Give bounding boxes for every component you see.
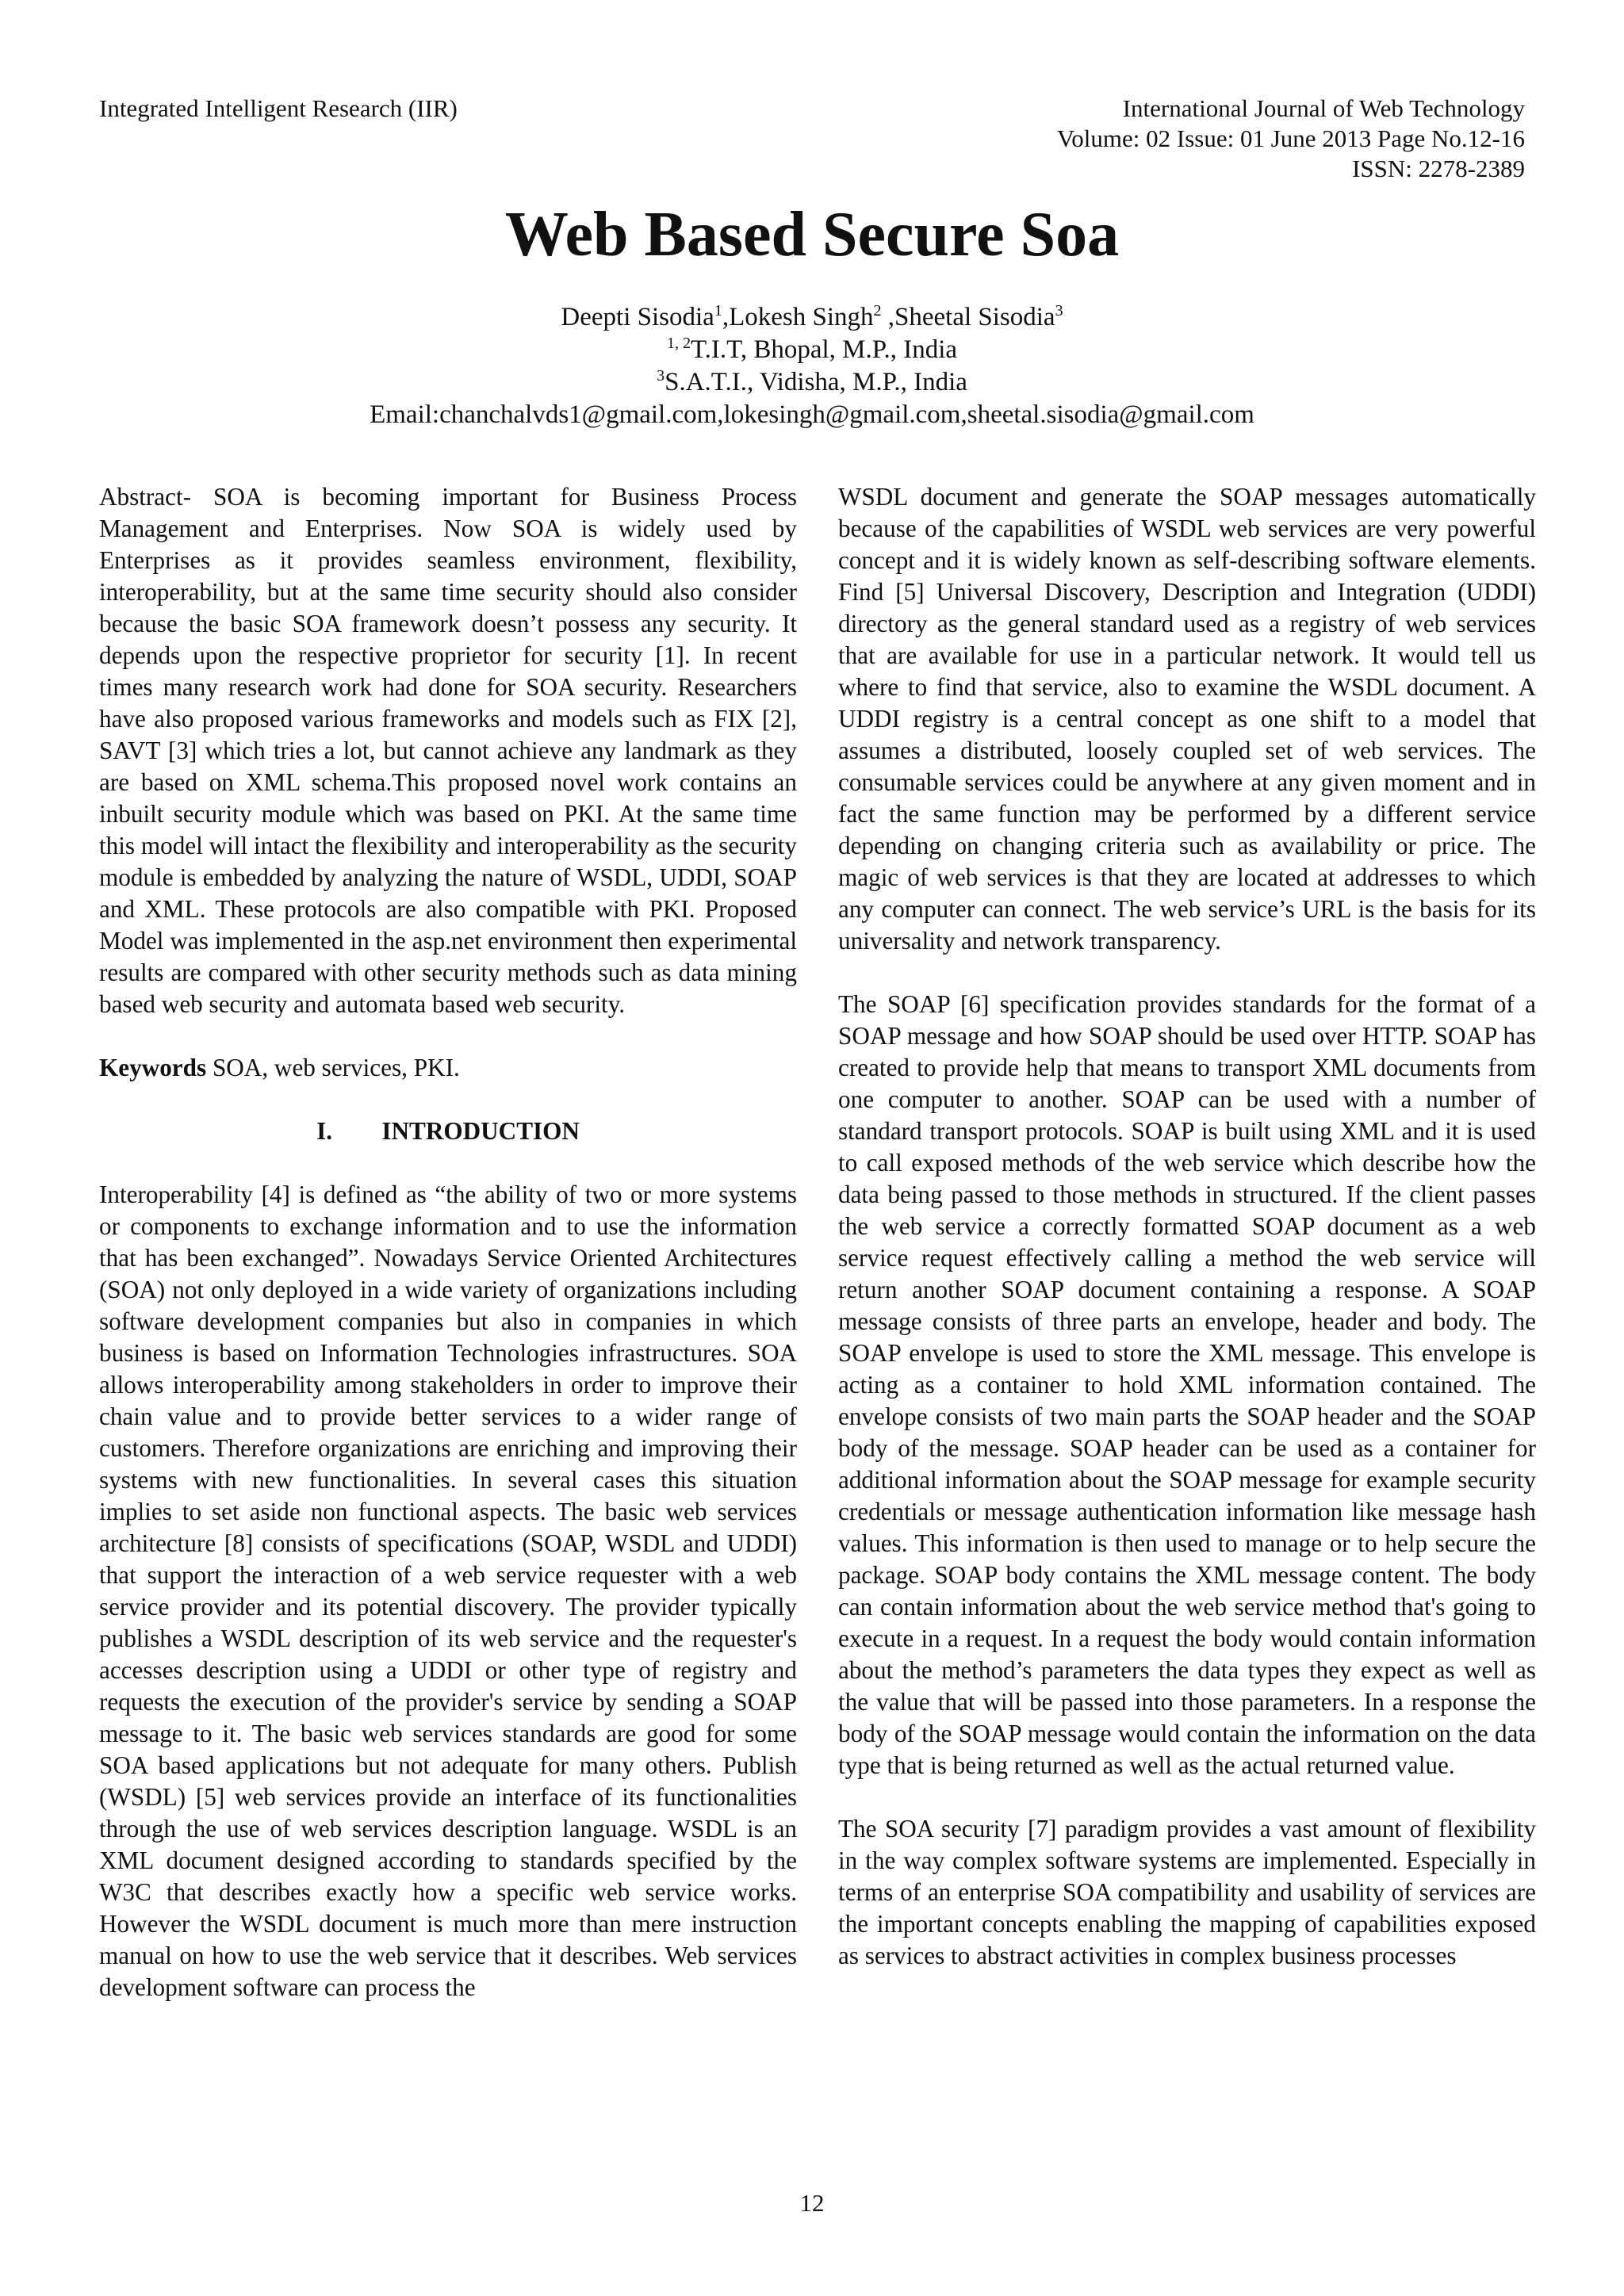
journal-info xyxy=(1057,94,1525,184)
abstract: Abstract- SOA is becoming important for Business Process Management and Enterprises. Now SOA is widely used by Enterprises as it provides seamless environment, flexibility, interoperability, but at the same time security should also consider because the basic SOA framework doesn’t possess any security. It depends upon the respective proprietor for security [1]. In recent times many research work had done for SOA security. Researchers have also proposed various frameworks and models such as FIX [2], SAVT [3] which tries a lot, but cannot achieve any landmark as they are based on XML schema.This proposed novel work contains an inbuilt security module which was based on PKI. At the same time this model will intact the flexibility and interoperability as the security module is embedded by analyzing the nature of WSDL, UDDI, SOAP and XML. These protocols are also compatible with PKI. Proposed Model was implemented in the asp.net environment then experimental results are compared with other security methods such as data mining based web security and automata based web security. xyxy=(99,483,797,1018)
affiliation-1-sup: 1, 2 xyxy=(666,335,691,352)
author-3: ,Sheetal Sisodia xyxy=(881,303,1055,331)
keywords xyxy=(99,1052,797,1084)
author-2: ,Lokesh Singh xyxy=(722,303,874,331)
author-3-sup: 3 xyxy=(1055,302,1063,320)
left-column xyxy=(99,481,797,2003)
journal-volume: Volume: 02 Issue: 01 June 2013 Page No.12-16 xyxy=(1056,124,1525,152)
page-number: 12 xyxy=(799,2189,825,2217)
wsdl-uddi-paragraph: WSDL document and generate the SOAP messages automatically because of the capabilities of WSDL web services are very powerful concept and it is widely known as self-describing software elements. Find [5] Universal Discovery, Description and Integration (UDDI) directory as the general standard used as a registry of web services that are available for use in a particular network. It would tell us where to find that service, also to examine the WSDL document. A UDDI registry is a central concept as one shift to a model that assumes a distributed, loosely coupled set of web services. The consumable services could be anywhere at any given moment and in fact the same function may be performed by a different service depending on changing criteria such as availability or price. The magic of web services is that they are located at addresses to which any computer can connect. The web service’s URL is the basis for its universality and network transparency. xyxy=(838,483,1536,955)
paper-title: Web Based Secure Soa xyxy=(504,200,1120,270)
right-column xyxy=(838,481,1536,1972)
journal-publisher: Integrated Intelligent Research (IIR) xyxy=(99,94,458,122)
soa-security-paragraph: The SOA security [7] paradigm provides a vast amount of flexibility in the way complex software systems are implemented. Especially in terms of an enterprise SOA compatibility and usability of services are the important concepts enabling the mapping of capabilities exposed as services to abstract activities in complex business processes xyxy=(838,1815,1536,1969)
author-2-sup: 2 xyxy=(873,302,882,320)
keywords-label: Keywords xyxy=(99,1054,207,1081)
journal-name: International Journal of Web Technology xyxy=(1122,94,1525,122)
author-names xyxy=(0,301,1624,334)
affiliation-1 xyxy=(0,334,1624,366)
section-heading-introduction: I. INTRODUCTION xyxy=(316,1117,580,1145)
affiliation-2-sup: 3 xyxy=(657,367,665,385)
intro-paragraph-1: Interoperability [4] is defined as “the ability of two or more systems or components to exchange information and to use the information that has been exchanged”. Nowadays Service Oriented Architectures (SOA) not only deployed in a wide variety of organizations including software development companies but also in companies in which business is based on Information Technologies infrastructures. SOA allows interoperability among stakeholders in order to improve their chain value and to provide better services to a wider range of customers. Therefore organizations are enriching and improving their systems with new functionalities. In several cases this situation implies to set aside non functional aspects. The basic web services architecture [8] consists of specifications (SOAP, WSDL and UDDI) that support the interaction of a web service requester with a web service provider and its potential discovery. The provider typically publishes a WSDL description of its web service and the requester's accesses description using a UDDI or other type of registry and requests the execution of the provider's service by sending a SOAP message to it. The basic web services standards are good for some SOA based applications but not adequate for many others. Publish (WSDL) [5] web services provide an interface of its functionalities through the use of web services description language. WSDL is an XML document designed according to standards specified by the W3C that describes exactly how a specific web service works. However the WSDL document is much more than mere instruction manual on how to use the web service that it describes. Web services development software can process the xyxy=(99,1181,797,2001)
keywords-text: SOA, web services, PKI. xyxy=(206,1054,460,1081)
affiliation-2-text: S.A.T.I., Vidisha, M.P., India xyxy=(665,368,967,396)
author-block xyxy=(0,301,1624,431)
author-emails: Email:chanchalvds1@gmail.com,lokesingh@gmail.com,sheetal.sisodia@gmail.com xyxy=(370,400,1254,429)
journal-issn: ISSN: 2278-2389 xyxy=(1352,155,1525,182)
affiliation-2 xyxy=(0,366,1624,399)
author-1: Deepti Sisodia xyxy=(561,303,714,331)
affiliation-1-text: T.I.T, Bhopal, M.P., India xyxy=(690,335,958,364)
soap-paragraph: The SOAP [6] specification provides standards for the format of a SOAP message and how SOAP should be used over HTTP. SOAP has created to provide help that means to transport XML documents from one computer to another. SOAP can be used with a number of standard transport protocols. SOAP is built using XML and it is used to call exposed methods of the web service which describe how the data being passed to those methods in structured. If the client passes the web service a correctly formatted SOAP document as a web service request effectively calling a method the web service will return another SOAP document containing a response. A SOAP message consists of three parts an envelope, header and body. The SOAP envelope is used to store the XML message. This envelope is acting as a container to hold XML information contained. The envelope consists of two main parts the SOAP header and the SOAP body of the message. SOAP header can be used as a container for additional information about the SOAP message for example security credentials or message authentication information like message hash values. This information is then used to manage or to help secure the package. SOAP body contains the XML message content. The body can contain information about the web service method that's going to execute in a request. In a request the body would contain information about the method’s parameters the data types they expect as well as the value that will be passed into those parameters. In a response the body of the SOAP message would contain the information on the data type that is being returned as well as the actual returned value. xyxy=(838,990,1536,1779)
author-1-sup: 1 xyxy=(714,302,722,320)
